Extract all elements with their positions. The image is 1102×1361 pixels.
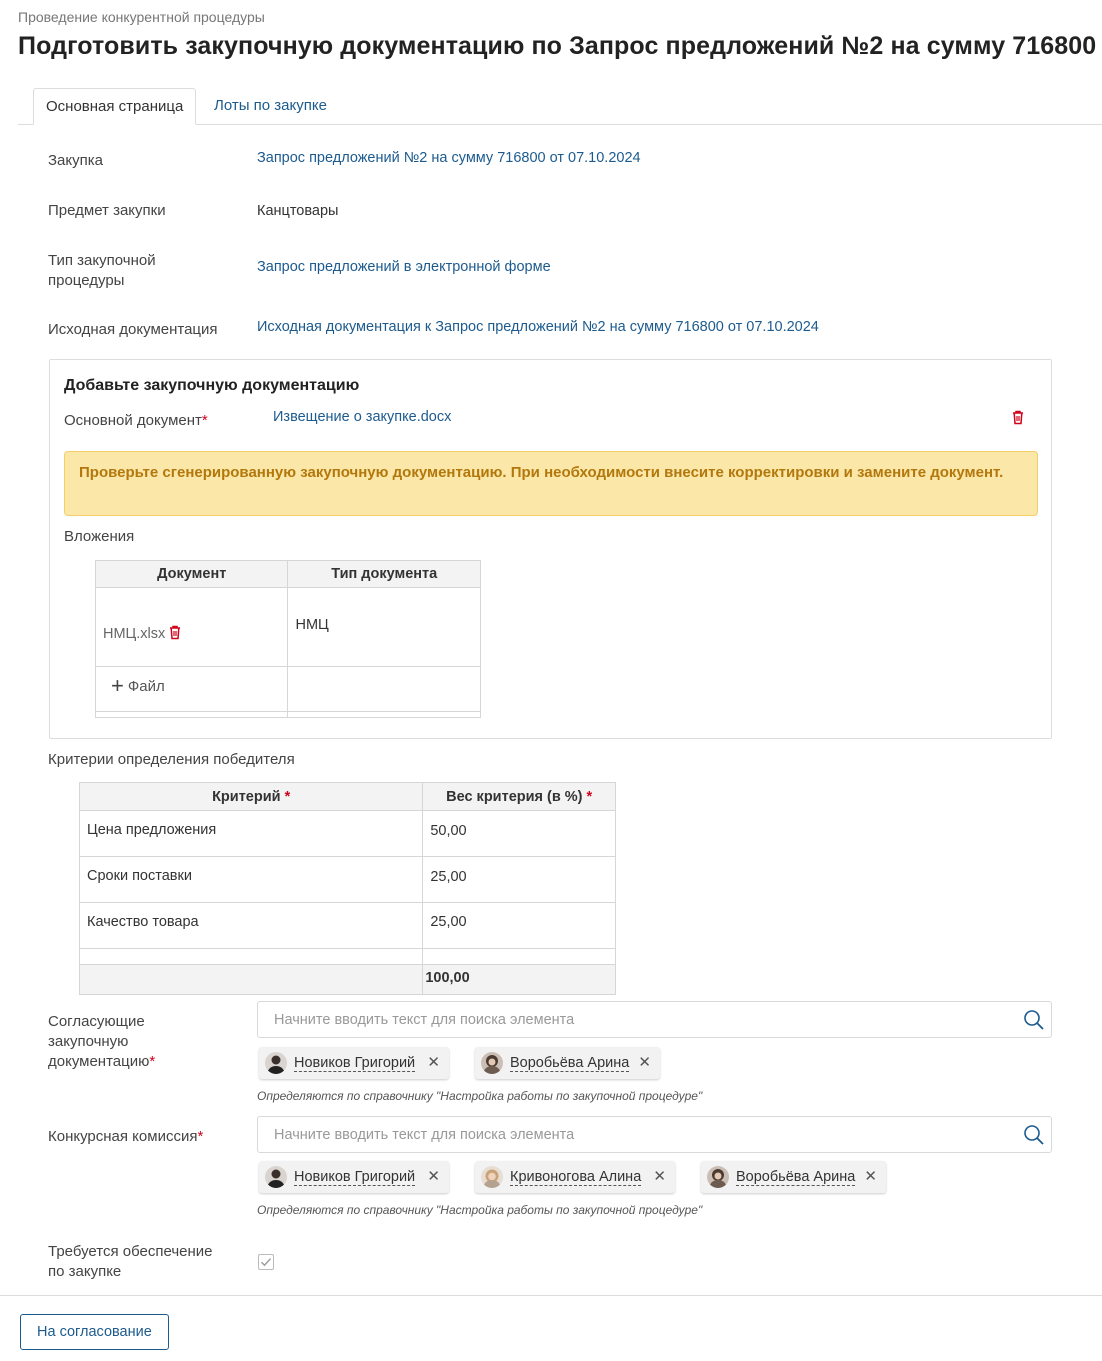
procedure-type-label: Тип закупочной процедуры bbox=[48, 252, 156, 289]
commission-search-field bbox=[257, 1116, 1052, 1153]
add-file-cell bbox=[96, 667, 288, 712]
commission-hint: Определяются по справочнику "Настройка работы по закупочной процедуре" bbox=[257, 1203, 703, 1217]
total-row bbox=[80, 965, 616, 995]
spacer-cell bbox=[288, 712, 481, 718]
footer-divider bbox=[0, 1295, 1102, 1296]
criteria-table bbox=[79, 782, 616, 995]
source-docs-label: Исходная документация bbox=[48, 321, 218, 338]
user-chip bbox=[475, 1047, 660, 1079]
approvers-search-input[interactable] bbox=[258, 1002, 1018, 1037]
spacer-cell bbox=[96, 712, 288, 718]
column-header-doc-type: Тип документа bbox=[288, 561, 481, 588]
weight-cell[interactable]: 50,00 bbox=[423, 811, 616, 857]
commission-label: Конкурсная комиссия* bbox=[48, 1128, 204, 1145]
empty-cell bbox=[80, 965, 423, 995]
criterion-cell[interactable]: Сроки поставки bbox=[80, 857, 423, 903]
weight-total: 100,00 bbox=[423, 965, 616, 995]
tab-bar bbox=[18, 88, 1102, 125]
delete-attachment-trash-icon[interactable] bbox=[169, 625, 181, 640]
column-header-weight: Вес критерия (в %) * bbox=[423, 783, 616, 811]
main-doc-file-link[interactable]: Извещение о закупке.docx bbox=[273, 409, 452, 425]
doc-type-value: НМЦ bbox=[295, 617, 329, 633]
criterion-cell[interactable]: Цена предложения bbox=[80, 811, 423, 857]
security-label: Требуется обеспечение по закупке bbox=[48, 1243, 213, 1280]
column-header-criterion: Критерий * bbox=[80, 783, 423, 811]
purchase-label: Закупка bbox=[48, 152, 103, 169]
weight-cell[interactable]: 25,00 bbox=[423, 903, 616, 949]
user-chip bbox=[701, 1161, 886, 1193]
search-icon[interactable] bbox=[1023, 1009, 1045, 1031]
close-icon[interactable]: ✕ bbox=[864, 1168, 877, 1185]
warning-banner: Проверьте сгенерированную закупочную документацию. При необходимости внесите корректировки и замените документ. bbox=[64, 451, 1038, 516]
avatar bbox=[265, 1166, 287, 1188]
breadcrumb: Проведение конкурентной процедуры bbox=[18, 9, 265, 25]
attachments-label: Вложения bbox=[64, 528, 135, 545]
user-chip bbox=[259, 1047, 449, 1079]
procedure-type-link[interactable]: Запрос предложений в электронной форме bbox=[257, 259, 551, 275]
table-row[interactable] bbox=[80, 857, 616, 903]
close-icon[interactable]: ✕ bbox=[427, 1054, 440, 1071]
tab-lots[interactable]: Лоты по закупке bbox=[214, 97, 327, 114]
file-cell bbox=[96, 588, 288, 667]
security-checkbox[interactable] bbox=[258, 1254, 274, 1270]
empty-cell bbox=[288, 667, 481, 712]
approvers-label: Согласующие закупочную документацию* bbox=[48, 1013, 156, 1070]
user-chip bbox=[475, 1161, 675, 1193]
attachment-file-link[interactable]: НМЦ.xlsx bbox=[103, 623, 177, 642]
search-icon[interactable] bbox=[1023, 1124, 1045, 1146]
tab-main-page[interactable]: Основная страница bbox=[33, 88, 196, 125]
source-docs-link[interactable]: Исходная документация к Запрос предложений №2 на сумму 716800 от 07.10.2024 bbox=[257, 319, 819, 335]
subject-label: Предмет закупки bbox=[48, 202, 166, 219]
send-for-approval-button[interactable]: На согласование bbox=[20, 1314, 169, 1350]
page-title: Подготовить закупочную документацию по Запрос предложений №2 на сумму 716800 bbox=[18, 32, 1097, 60]
approvers-hint: Определяются по справочнику "Настройка работы по закупочной процедуре" bbox=[257, 1089, 703, 1103]
avatar bbox=[481, 1052, 503, 1074]
table-row bbox=[96, 588, 481, 667]
close-icon[interactable]: ✕ bbox=[653, 1168, 666, 1185]
user-name-link[interactable]: Новиков Григорий bbox=[294, 1169, 416, 1185]
add-file-button[interactable]: + Файл bbox=[111, 673, 165, 698]
user-name-link[interactable]: Воробьёва Арина bbox=[510, 1055, 630, 1071]
attachments-table bbox=[95, 560, 481, 718]
commission-search-input[interactable] bbox=[258, 1117, 1018, 1152]
plus-icon: + bbox=[111, 673, 124, 698]
delete-main-doc-trash-icon[interactable] bbox=[1012, 410, 1024, 425]
close-icon[interactable]: ✕ bbox=[427, 1168, 440, 1185]
user-name-link[interactable]: Воробьёва Арина bbox=[736, 1169, 856, 1185]
panel-title: Добавьте закупочную документацию bbox=[64, 377, 360, 394]
close-icon[interactable]: ✕ bbox=[638, 1054, 651, 1071]
criteria-label: Критерии определения победителя bbox=[48, 751, 295, 768]
avatar bbox=[265, 1052, 287, 1074]
user-chip bbox=[259, 1161, 449, 1193]
main-doc-label: Основной документ* bbox=[64, 412, 208, 429]
criterion-cell[interactable]: Качество товара bbox=[80, 903, 423, 949]
table-row[interactable] bbox=[80, 811, 616, 857]
avatar bbox=[481, 1166, 503, 1188]
table-row bbox=[80, 949, 616, 965]
table-row[interactable] bbox=[80, 903, 616, 949]
purchase-link[interactable]: Запрос предложений №2 на сумму 716800 от 07.10.2024 bbox=[257, 150, 641, 166]
user-name-link[interactable]: Новиков Григорий bbox=[294, 1055, 416, 1071]
user-name-link[interactable]: Кривоногова Алина bbox=[510, 1169, 642, 1185]
subject-value: Канцтовары bbox=[257, 203, 339, 219]
doc-type-cell bbox=[288, 588, 481, 667]
empty-cell bbox=[423, 949, 616, 965]
weight-cell[interactable]: 25,00 bbox=[423, 857, 616, 903]
column-header-document: Документ bbox=[96, 561, 288, 588]
check-icon bbox=[259, 1255, 273, 1269]
avatar bbox=[707, 1166, 729, 1188]
empty-cell bbox=[80, 949, 423, 965]
procurement-docs-panel bbox=[49, 359, 1052, 739]
approvers-search-field bbox=[257, 1001, 1052, 1038]
